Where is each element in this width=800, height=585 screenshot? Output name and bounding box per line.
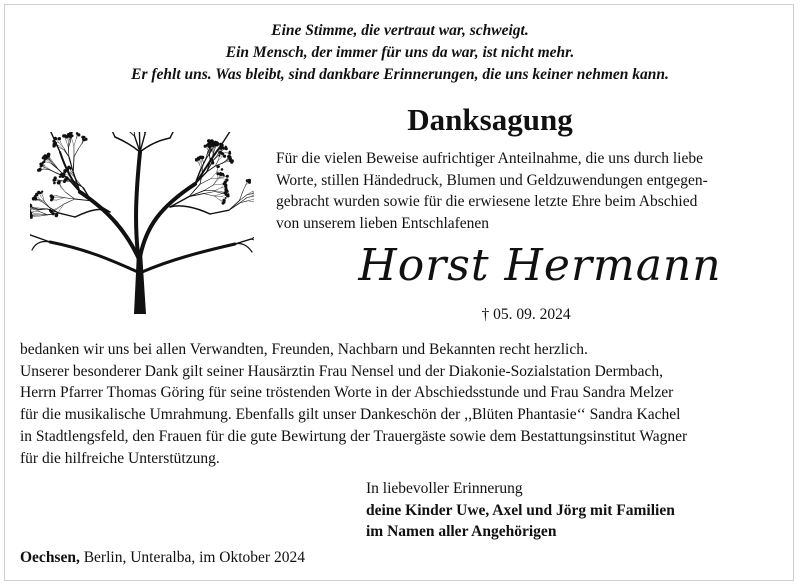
- place-bold: Oechsen,: [20, 549, 80, 566]
- body-line: für die hilfreiche Unterstützung.: [20, 449, 220, 467]
- page-title: Danksagung: [407, 102, 573, 137]
- intro-line: Für die vielen Beweise aufrichtiger Anteilnahme, die uns durch liebe: [276, 150, 703, 167]
- body-text: [20, 339, 790, 469]
- place-rest: Berlin, Unteralba, im Oktober 2024: [79, 549, 305, 566]
- intro-text: [276, 148, 776, 234]
- body-line: bedanken wir uns bei allen Verwandten, Freunden, Nachbarn und Bekannten recht herzlich.: [20, 341, 588, 358]
- signature-intro: In liebevoller Erinnerung: [366, 480, 523, 497]
- intro-line: von unserem lieben Entschlafenen: [276, 214, 490, 232]
- body-line: in Stadtlengsfeld, den Frauen für die gute Bewirtung der Trauergäste sowie dem Bestattungsinstitut Wagner: [20, 427, 688, 445]
- signature-block: [366, 478, 786, 543]
- motto-line: Ein Mensch, der immer für uns da war, ist nicht mehr.: [225, 44, 575, 61]
- motto-line: Er fehlt uns. Was bleibt, sind dankbare Erinnerungen, die uns keiner nehmen kann.: [131, 66, 669, 83]
- body-line: Unserer besonderer Dank gilt seiner Hausärztin Frau Nensel und der Diakonie-Sozialstation Dermbach,: [20, 362, 664, 380]
- tree-icon: [30, 132, 254, 314]
- signature-family: im Namen aller Angehörigen: [366, 523, 557, 540]
- body-line: Herrn Pfarrer Thomas Göring für seine tröstenden Worte in der Abschiedsstunde und Frau Sandra Melzer: [20, 384, 674, 402]
- signature-family: deine Kinder Uwe, Axel und Jörg mit Familien: [366, 501, 675, 519]
- intro-line: Worte, stillen Händedruck, Blumen und Geldzuwendungen entgegen-: [276, 171, 708, 189]
- place-date-line: [20, 548, 520, 568]
- intro-line: gebracht wurden sowie für die erwiesene letzte Ehre beim Abschied: [276, 193, 698, 210]
- motto-line: Eine Stimme, die vertraut war, schweigt.: [271, 22, 529, 39]
- deceased-name: Horst Hermann: [358, 240, 722, 291]
- body-line: für die musikalische Umrahmung. Ebenfalls gilt unser Dankeschön der ,,Blüten Phantasie‘‘ Sandra Kachel: [20, 406, 681, 424]
- death-date: † 05. 09. 2024: [481, 306, 571, 323]
- motto: [0, 20, 800, 86]
